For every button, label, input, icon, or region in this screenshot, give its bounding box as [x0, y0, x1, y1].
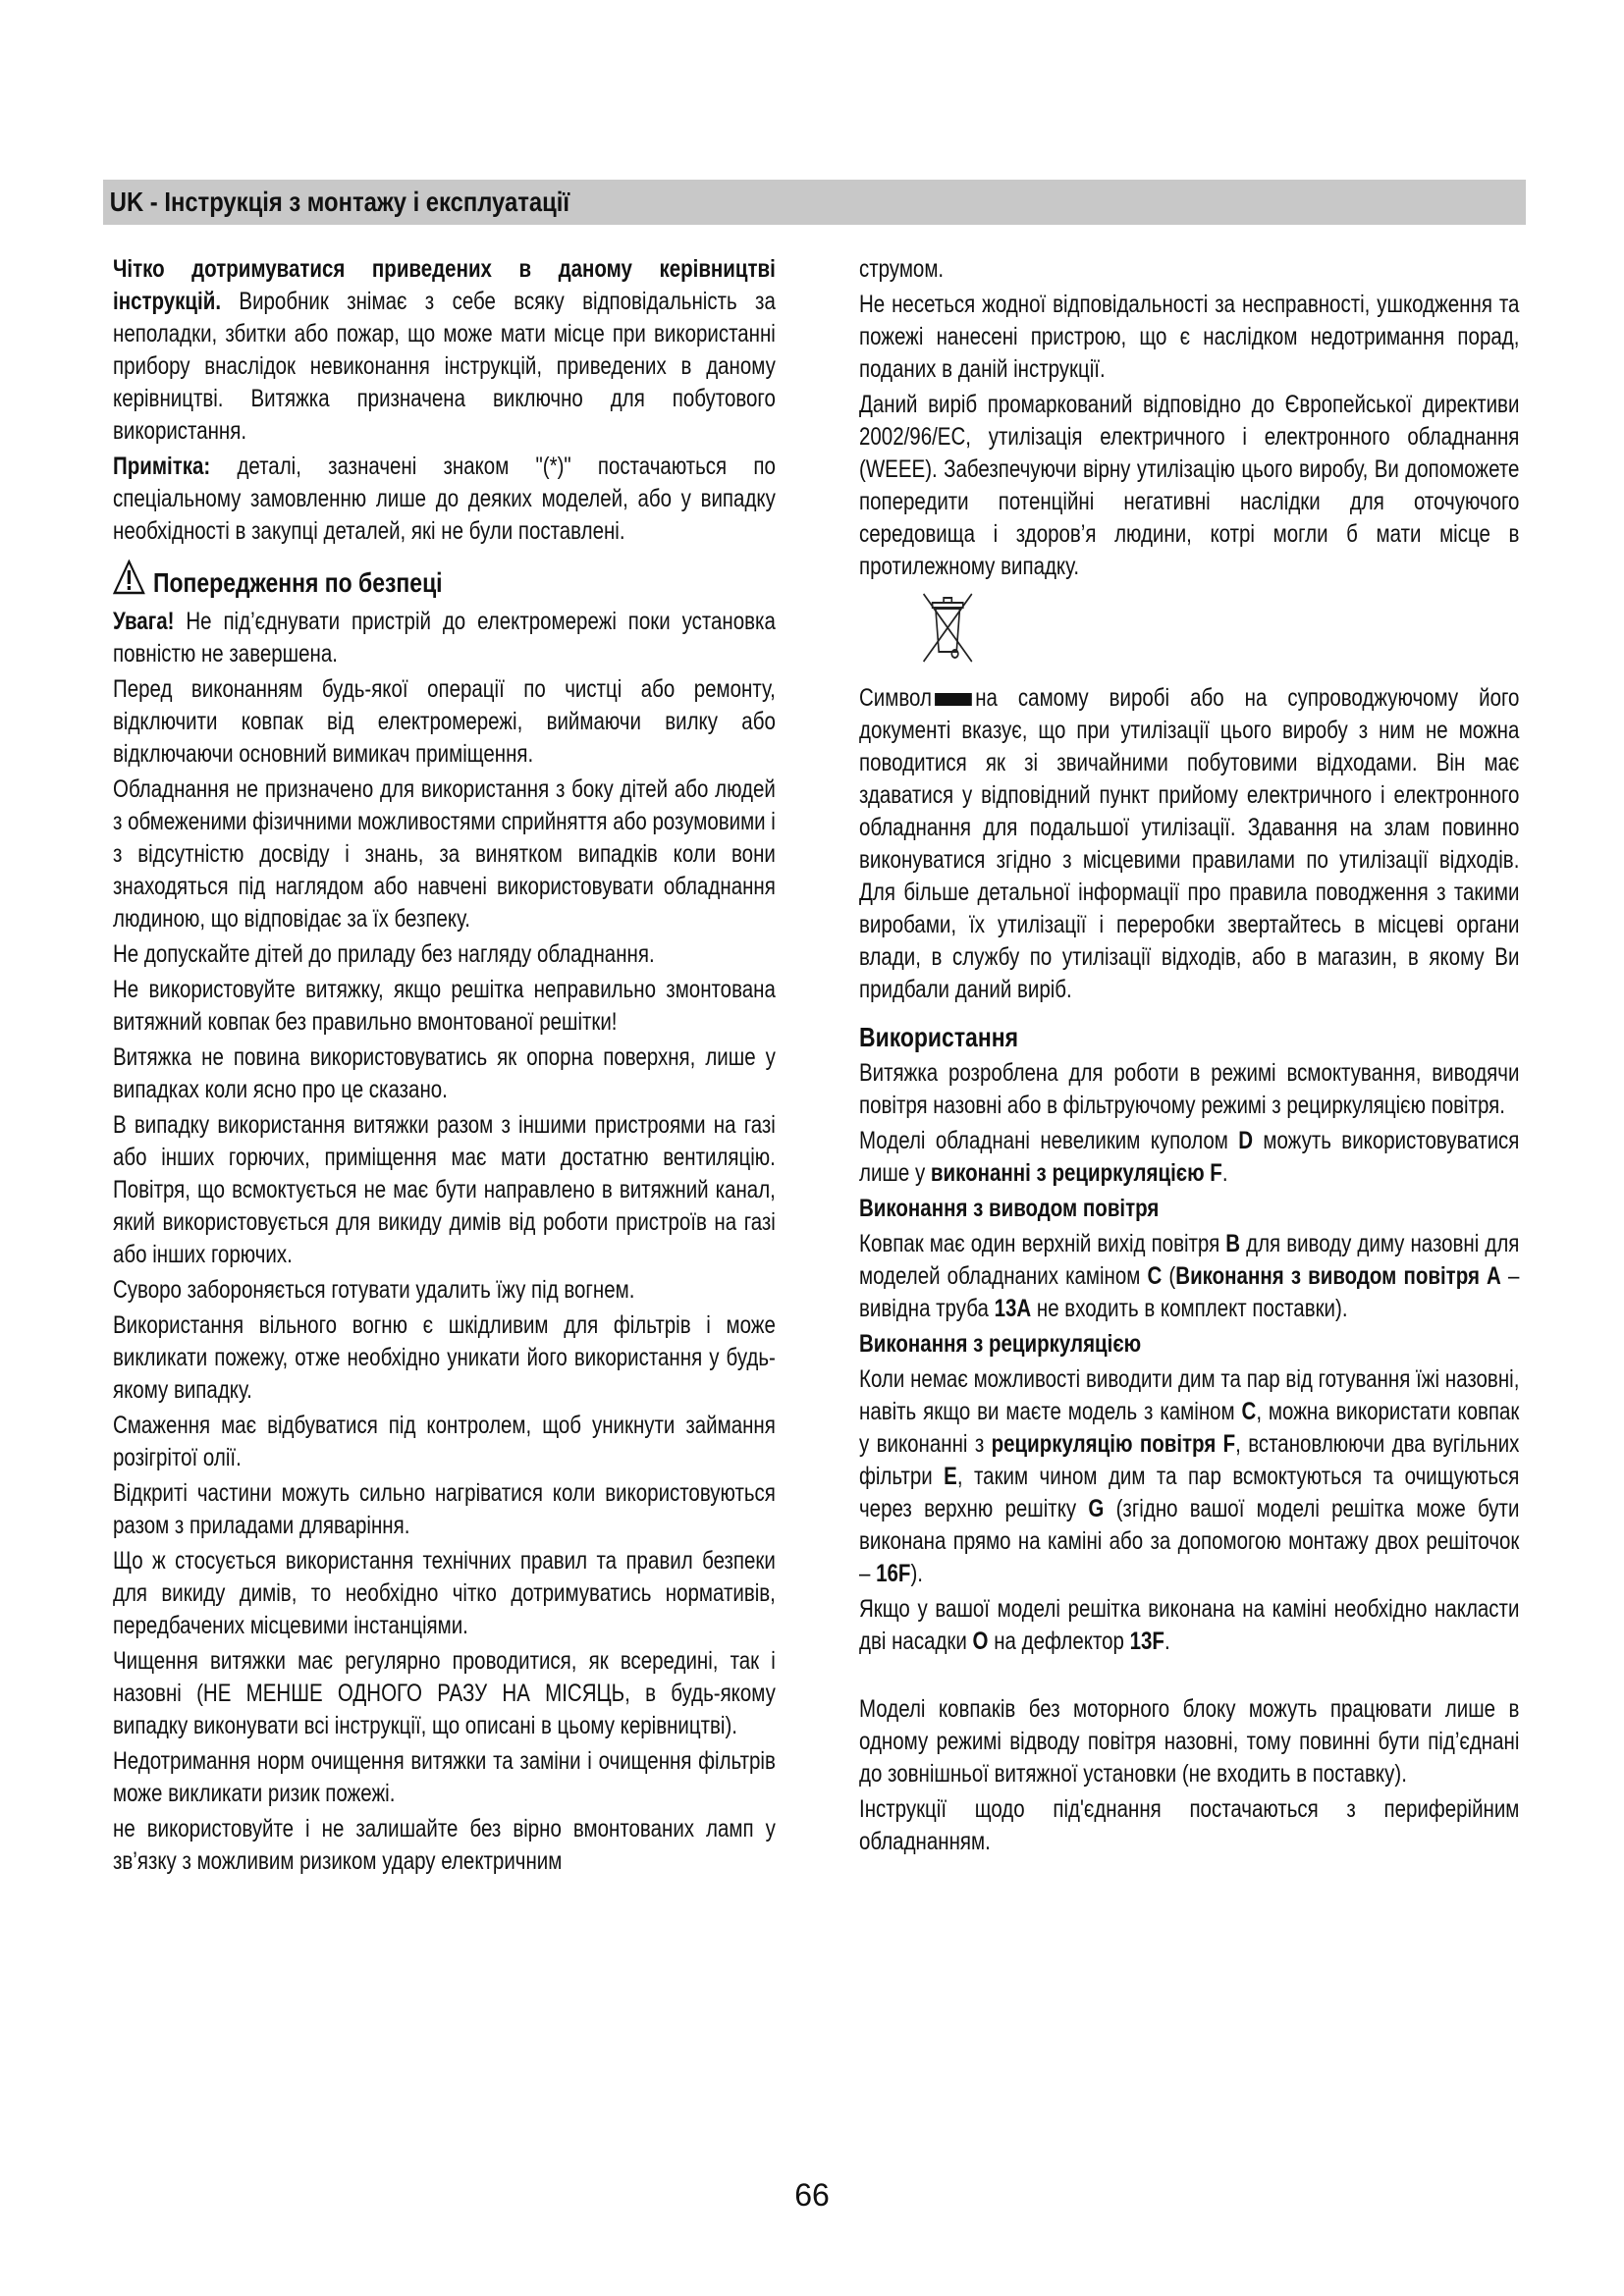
page-number: 66: [794, 2177, 830, 2213]
bold-text: рециркуляцію повітря F: [991, 1430, 1236, 1458]
text: Витяжка не повина використовуватись як опорна поверхня, лише у випадках коли ясно про це сказано.: [113, 1043, 776, 1103]
text: Не допускайте дітей до приладу без нагляду обладнання.: [113, 940, 655, 968]
paragraph: [859, 289, 1519, 386]
bold-text: 13F: [1129, 1628, 1164, 1655]
paragraph: [113, 1477, 776, 1542]
bold-text: Примітка:: [113, 453, 211, 480]
paragraph: [113, 253, 776, 448]
paragraph: [859, 1228, 1519, 1325]
text: Виробник знімає з себе всяку відповідальність за неполадки, збитки або пожар, що може мати місце при використанні прибору внаслідок невиконання інструкцій, приведених в даному керівництві. Витяжка призначена виключно для побутового використання.: [113, 288, 776, 445]
section-title: UK - Інструкція з монтажу і експлуатації: [109, 187, 570, 217]
text: Використання вільного вогню є шкідливим для фільтрів і може викликати пожежу, отже необхідно уникати його використання у будь-якому випадку.: [113, 1311, 776, 1404]
paragraph: [113, 1545, 776, 1642]
text: Моделі ковпаків без моторного блоку можуть працювати лише в одному режимі відводу повітря назовні, тому повинні бути під’єднані до зовнішньої витяжної установки (не входить в поставку).: [859, 1695, 1520, 1788]
text: Чищення витяжки має регулярно проводитися, як всередині, так і назовні (НЕ МЕНШЕ ОДНОГО РАЗУ НА МІСЯЦЬ, в будь-якому випадку виконувати всі інструкції, що описані в цьому керівництві).: [113, 1647, 776, 1739]
bold-text: Увага!: [113, 608, 175, 635]
text: струмом.: [859, 255, 945, 283]
text: .: [1221, 1159, 1228, 1187]
bold-text: 16F: [876, 1560, 911, 1587]
section-heading: [859, 1018, 1519, 1057]
text: для виводу диму назовні для моделей обладнаних каміном: [859, 1230, 1520, 1290]
text: (: [1162, 1262, 1176, 1290]
bold-text: C: [1147, 1262, 1163, 1290]
text: Якщо у вашої моделі решітка виконана на каміні необхідно накласти дві насадки: [859, 1595, 1520, 1655]
text: Не використовуйте витяжку, якщо решітка неправильно змонтована витяжний ковпак без правильно вмонтованої решітки!: [113, 976, 776, 1036]
paragraph: [113, 606, 776, 670]
bold-text: Чітко дотримуватися приведених в даному керівництві інструкцій.: [113, 255, 776, 315]
paragraph: [113, 673, 776, 771]
paragraph: [113, 1041, 776, 1106]
text: можуть використовуватися лише у: [859, 1127, 1520, 1187]
text: В випадку використання витяжки разом з іншими пристроями на газі або інших горючих, приміщення має мати достатню вентиляцію. Повітря, що всмоктується не має бути направлено в витяжний канал, який використовується для викиду димів від роботи пристроїв на газі або інших горючих.: [113, 1111, 776, 1268]
bold-text: 13A: [994, 1295, 1032, 1322]
paragraph: [113, 1109, 776, 1271]
text: Інструкції щодо під'єднання постачаються з периферійним обладнанням.: [859, 1795, 1520, 1855]
text: .: [1164, 1628, 1170, 1655]
text: Не під’єднувати пристрій до електромережі поки установка повністю не завершена.: [113, 608, 776, 667]
paragraph: [859, 1793, 1519, 1858]
paragraph: [113, 974, 776, 1039]
bold-text: E: [944, 1463, 957, 1490]
text: – вивідна труба: [859, 1262, 1520, 1322]
paragraph: [859, 1693, 1519, 1790]
text: Що ж стосується використання технічних правил та правил безпеки для викиду димів, то необхідно чітко дотримуватись нормативів, передбачених місцевими інстанціями.: [113, 1547, 776, 1639]
bold-text: O: [972, 1628, 989, 1655]
paragraph: [859, 1057, 1519, 1122]
paragraph: [859, 1125, 1519, 1190]
left-column: [113, 253, 776, 1881]
paragraph: [859, 389, 1519, 583]
paragraph: [113, 1645, 776, 1742]
text: Символ: [859, 684, 932, 712]
text: Смаження має відбуватися під контролем, щоб уникнути займання розігрітої олії.: [113, 1412, 776, 1471]
text: Моделі обладнані невеликим куполом: [859, 1127, 1239, 1154]
bold-text: D: [1238, 1127, 1254, 1154]
bold-text: виконанні з рециркуляцією F: [930, 1159, 1222, 1187]
black-bar-symbol-icon: [935, 693, 972, 706]
text: , можна використати ковпак у виконанні з: [859, 1398, 1520, 1458]
text: не використовуйте і не залишайте без вірно вмонтованих ламп у зв’язку з можливим ризиком удару електричним: [113, 1815, 776, 1875]
weee-crossed-bin-icon: [920, 591, 976, 665]
text: , встановлюючи два вугільних фільтри: [859, 1430, 1520, 1490]
paragraph: [113, 1274, 776, 1307]
bold-text: Виконання з виводом повітря A: [1175, 1262, 1501, 1290]
text: на самому виробі або на супроводжуючому його документі вказує, що при утилізації цього виробу з ним не можна поводитися як зі звичайними побутовими відходами. Він має здаватися у відповідний пункт прийому електричного і електронного обладнання для подальшої утилізації. Здавання на злам повинно виконуватися згідно з місцевими правилами по утилізації відходів. Для більше детальної інформації про правила поводження з такими виробами, їх утилізації і переробки звертайтесь в місцеві органи влади, в службу по утилізації відходів, або в магазин, в якому Ви придбали даний виріб.: [859, 684, 1520, 1003]
text: Попередження по безпеці: [153, 566, 443, 598]
paragraph: [113, 1813, 776, 1878]
spacer: [859, 1661, 1519, 1693]
paragraph: [113, 774, 776, 935]
text: деталі, зазначені знаком "(*)" постачаються по спеціальному замовленню лише до деяких моделей, або у випадку необхідності в закупці деталей, які не були поставлені.: [113, 453, 776, 545]
paragraph: [859, 1363, 1519, 1590]
text: Коли немає можливості виводити дим та пар від готування їжі назовні, навіть якщо ви маєте модель з каміном: [859, 1365, 1520, 1425]
text: Недотримання норм очищення витяжки та заміни і очищення фільтрів може викликати ризик пожежі.: [113, 1747, 776, 1807]
text: на дефлектор: [988, 1628, 1130, 1655]
text: ).: [910, 1560, 923, 1587]
bold-text: Виконання з виводом повітря: [859, 1195, 1160, 1222]
text: Даний виріб промаркований відповідно до Європейської директиви 2002/96/EC, утилізація електричного і електронного обладнання (WEEE). Забезпечуючи вірну утилізацію цього виробу, Ви допоможете попередити потенційні негативні наслідки для оточуючого середовища і здоров’я людини, котрі могли б мати місце в протилежному випадку.: [859, 391, 1520, 580]
text: не входить в комплект поставки).: [1031, 1295, 1348, 1322]
text: Ковпак має один верхній вихід повітря: [859, 1230, 1226, 1257]
bold-text: C: [1241, 1398, 1257, 1425]
paragraph: [859, 253, 1519, 286]
warning-icon: [113, 560, 145, 606]
paragraph: [859, 1193, 1519, 1225]
paragraph: [859, 682, 1519, 1006]
paragraph: [113, 1745, 776, 1810]
text: Не несеться жодної відповідальності за несправності, ушкодження та пожежі нанесені пристрою, що є наслідком недотримання порад, поданих в даній інструкції.: [859, 291, 1520, 383]
text: (згідно вашої моделі решітка може бути виконана прямо на каміні або за допомогою монтажу двох решіточок –: [859, 1495, 1520, 1587]
section-header-bar: [103, 180, 1526, 225]
text: Використання: [859, 1022, 1018, 1052]
paragraph: [113, 451, 776, 548]
bold-text: B: [1225, 1230, 1241, 1257]
bold-text: Виконання з рециркуляцією: [859, 1330, 1142, 1358]
text: Перед виконанням будь-якої операції по чистці або ремонту, відключити ковпак від електромережі, виймаючи вилку або відключаючи основний вимикач приміщення.: [113, 675, 776, 768]
bold-text: G: [1088, 1495, 1105, 1522]
right-column: [859, 253, 1519, 1861]
text: Суворо забороняється готувати удалить їжу під вогнем.: [113, 1276, 635, 1304]
text: , таким чином дим та пар всмоктуються та очищуються через верхню решітку: [859, 1463, 1520, 1522]
text: Витяжка розроблена для роботи в режимі всмоктування, виводячи повітря назовні або в фільтруючому режимі з рециркуляцією повітря.: [859, 1059, 1520, 1119]
paragraph: [859, 1593, 1519, 1658]
paragraph: [113, 938, 776, 971]
text: Обладнання не призначено для використання з боку дітей або людей з обмеженими фізичними можливостями сприйняття або розумовими і з відсутністю досвіду і знань, за винятком випадків коли вони знаходяться під наглядом або навчені використовувати обладнання людиною, що відповідає за їх безпеку.: [113, 775, 776, 933]
section-heading: [113, 560, 776, 606]
paragraph: [113, 1309, 776, 1407]
paragraph: [859, 1328, 1519, 1361]
text: Відкриті частини можуть сильно нагріватися коли використовуються разом з приладами дляваріння.: [113, 1479, 776, 1539]
paragraph: [113, 1410, 776, 1474]
